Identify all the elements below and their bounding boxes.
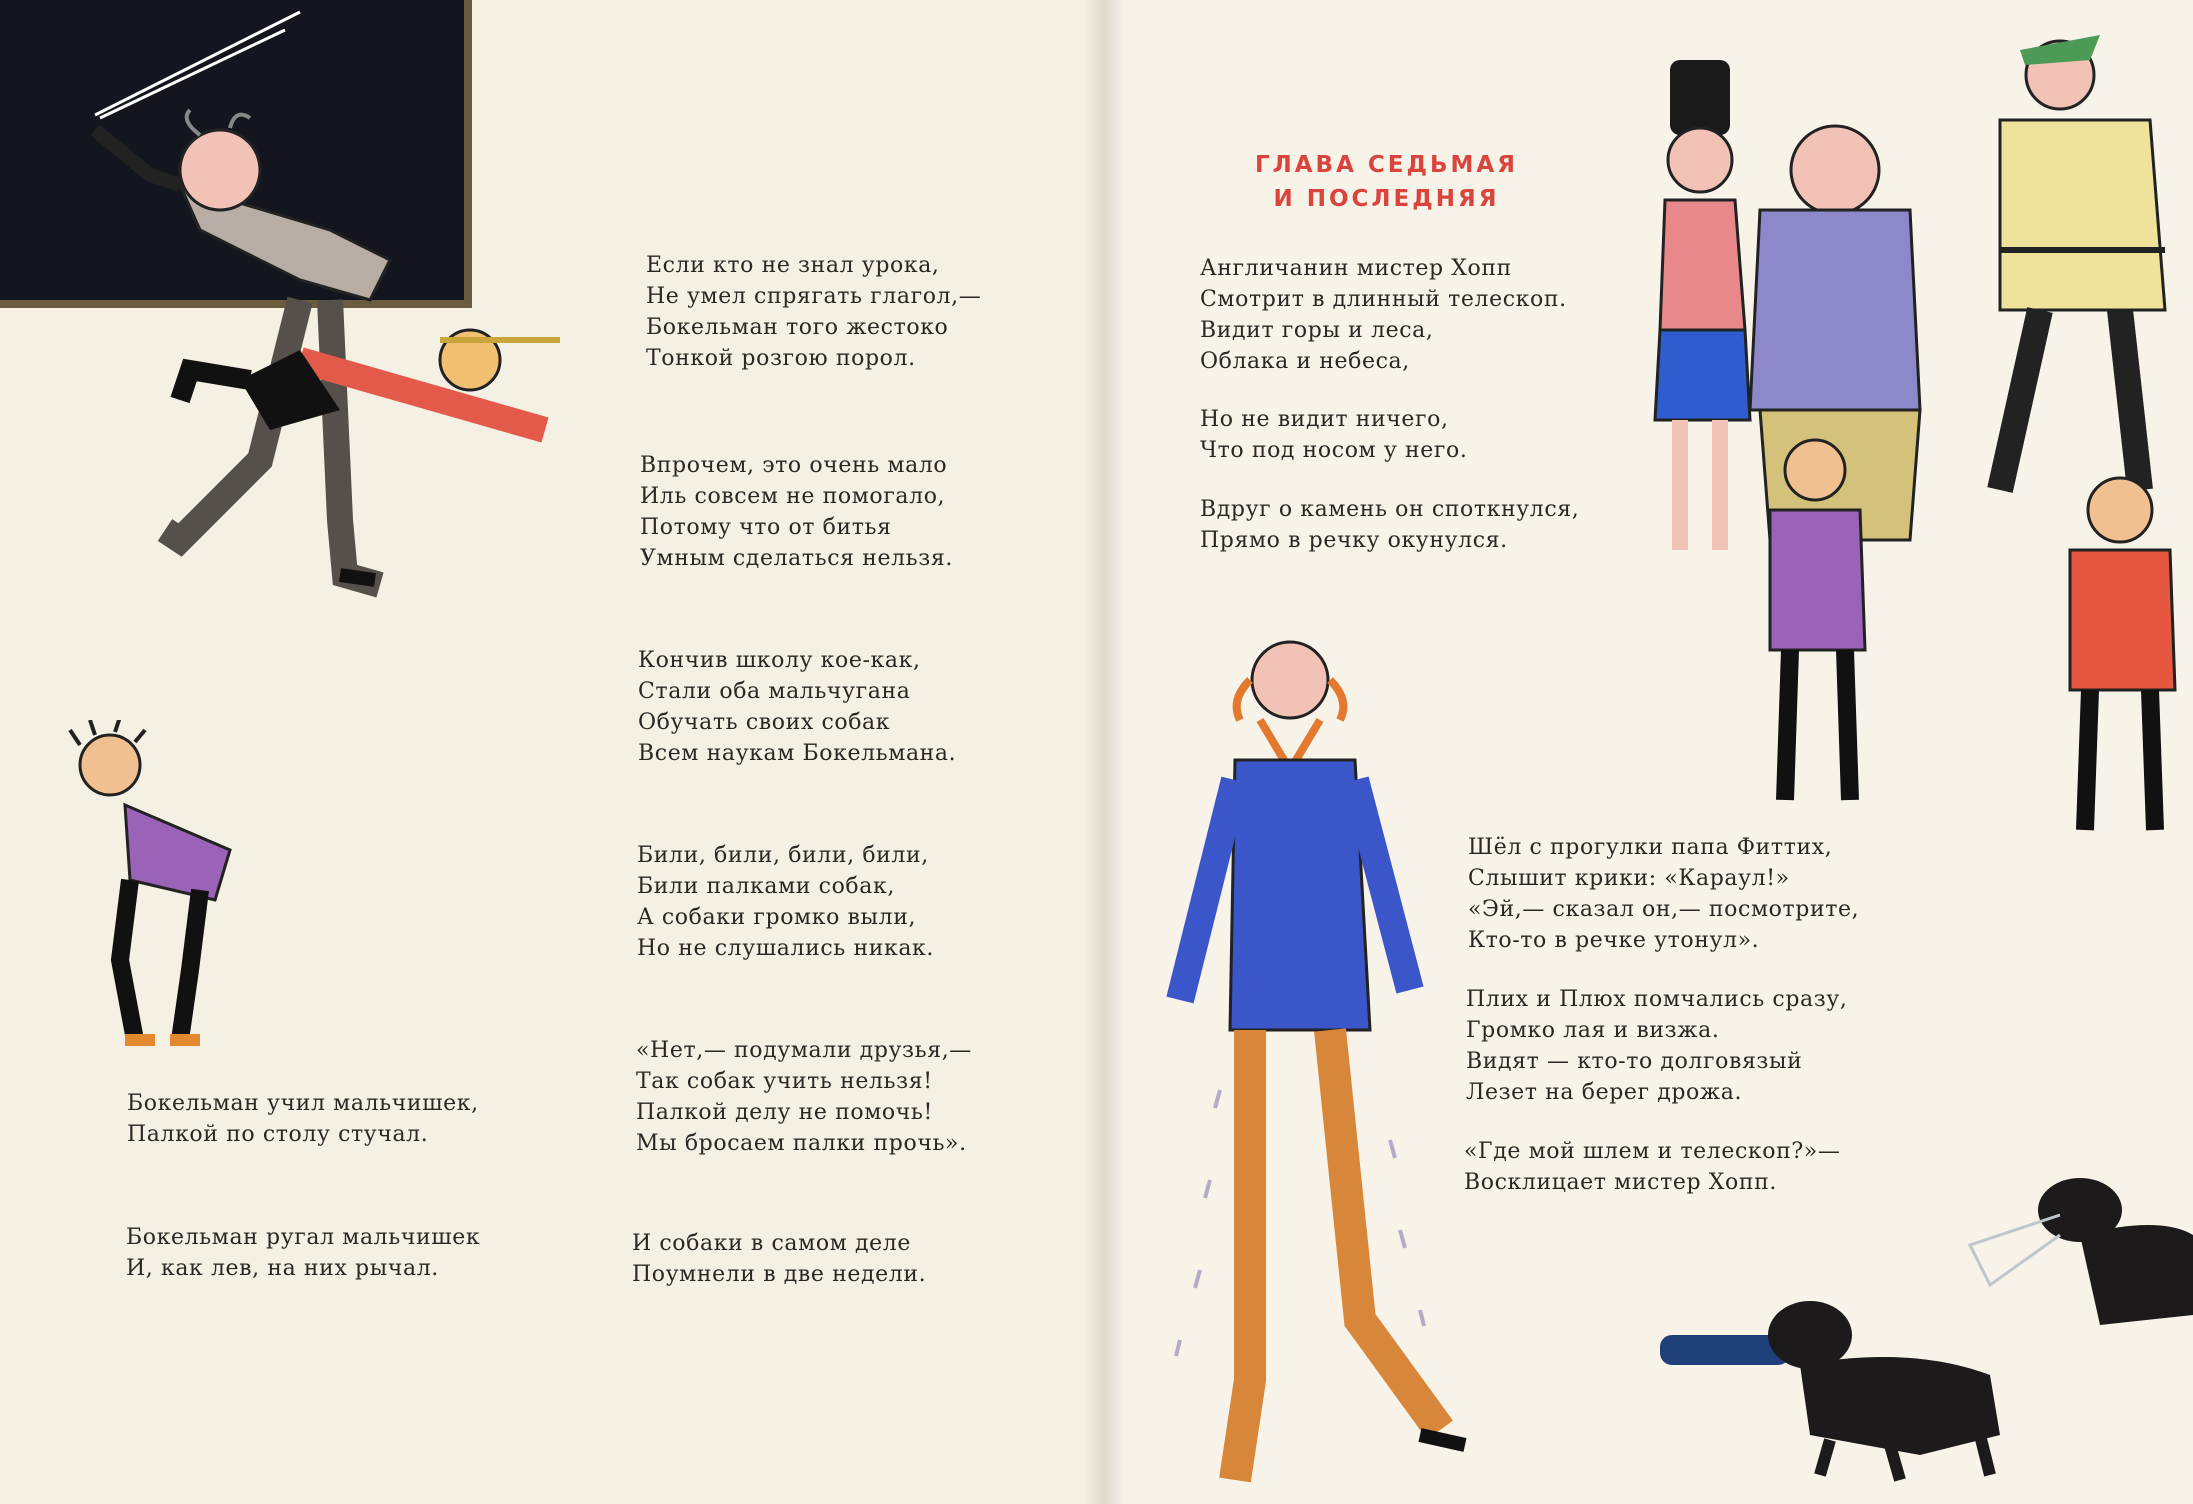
verse-line: Стали оба мальчугана — [638, 679, 911, 704]
verse-line: Но не слушались никак. — [637, 936, 934, 961]
verse-line: Бокельман учил мальчишек, — [127, 1091, 479, 1116]
verse-line: Бокельман того жестоко — [646, 315, 949, 340]
illustration-teacher-caning-boy — [0, 0, 600, 620]
verse-line: И, как лев, на них рычал. — [126, 1256, 439, 1281]
verse-line: Мы бросаем палки прочь». — [636, 1131, 967, 1156]
stanza-right-4 — [1468, 832, 1859, 956]
verse-line: Видят — кто-то долговязый — [1466, 1049, 1803, 1074]
verse-line: Палкой делу не помочь! — [636, 1100, 933, 1125]
stanza-left-6 — [632, 1228, 926, 1290]
chapter-title-line: ГЛАВА СЕДЬМАЯ — [1255, 152, 1518, 178]
verse-line: Прямо в речку окунулся. — [1200, 528, 1508, 553]
stanza-left-5 — [636, 1035, 972, 1159]
verse-line: Потому что от битья — [640, 515, 892, 540]
chapter-title-line: И ПОСЛЕДНЯЯ — [1273, 186, 1500, 212]
verse-line: Плих и Плюх помчались сразу, — [1466, 987, 1848, 1012]
illustration-dogs-with-telescope-and-helmet — [1660, 1175, 2193, 1495]
stanza-right-3 — [1200, 494, 1579, 556]
stanza-left-4 — [637, 840, 934, 964]
chapter-title — [1255, 148, 1518, 216]
verse-line: Палкой по столу стучал. — [127, 1122, 429, 1147]
verse-line: «Где мой шлем и телескоп?»— — [1464, 1139, 1841, 1164]
verse-line: Иль совсем не помогало, — [640, 484, 946, 509]
verse-line: Кончив школу кое-как, — [638, 648, 921, 673]
stanza-left-1 — [646, 250, 981, 374]
stanza-right-1 — [1200, 253, 1567, 377]
verse-line: Обучать своих собак — [638, 710, 891, 735]
verse-line: Так собак учить нельзя! — [636, 1069, 933, 1094]
verse-line: Поумнели в две недели. — [632, 1262, 927, 1287]
verse-line: Умным сделаться нельзя. — [640, 546, 953, 571]
verse-line: Облака и небеса, — [1200, 349, 1410, 374]
stanza-right-5 — [1466, 984, 1847, 1108]
verse-line: Англичанин мистер Хопп — [1200, 256, 1512, 281]
verse-line: Восклицает мистер Хопп. — [1464, 1170, 1777, 1195]
illustration-boy-sulking — [40, 720, 280, 1060]
verse-line: Что под носом у него. — [1200, 438, 1468, 463]
verse-line: Если кто не знал урока, — [646, 253, 940, 278]
book-gutter — [1085, 0, 1125, 1504]
stanza-right-6 — [1464, 1136, 1840, 1198]
verse-line: Били, били, били, били, — [637, 843, 929, 868]
verse-line: Вдруг о камень он споткнулся, — [1200, 497, 1580, 522]
verse-line: Кто-то в речке утонул». — [1468, 928, 1760, 953]
verse-line: Тонкой розгою порол. — [646, 346, 916, 371]
verse-line: Впрочем, это очень мало — [640, 453, 948, 478]
verse-line: Но не видит ничего, — [1200, 407, 1449, 432]
verse-line: Не умел спрягать глагол,— — [646, 284, 982, 309]
verse-line: И собаки в самом деле — [632, 1231, 911, 1256]
stanza-left-3 — [638, 645, 956, 769]
verse-line: «Эй,— сказал он,— посмотрите, — [1468, 897, 1860, 922]
verse-line: Били палками собак, — [637, 874, 895, 899]
verse-line: Слышит крики: «Караул!» — [1468, 866, 1790, 891]
stanza-left-2 — [640, 450, 953, 574]
verse-line: Смотрит в длинный телескоп. — [1200, 287, 1567, 312]
stanza-left-8 — [126, 1222, 480, 1284]
verse-line: А собаки громко выли, — [637, 905, 917, 930]
verse-line: Видит горы и леса, — [1200, 318, 1434, 343]
illustration-family-group — [1620, 10, 2193, 850]
verse-line: Всем наукам Бокельмана. — [638, 741, 957, 766]
stanza-left-7 — [127, 1088, 479, 1150]
stanza-right-2 — [1200, 404, 1467, 466]
verse-line: Шёл с прогулки папа Фиттих, — [1468, 835, 1833, 860]
verse-line: «Нет,— подумали друзья,— — [636, 1038, 972, 1063]
verse-line: Лезет на берег дрожа. — [1466, 1080, 1743, 1105]
verse-line: Громко лая и визжа. — [1466, 1018, 1720, 1043]
verse-line: Бокельман ругал мальчишек — [126, 1225, 481, 1250]
